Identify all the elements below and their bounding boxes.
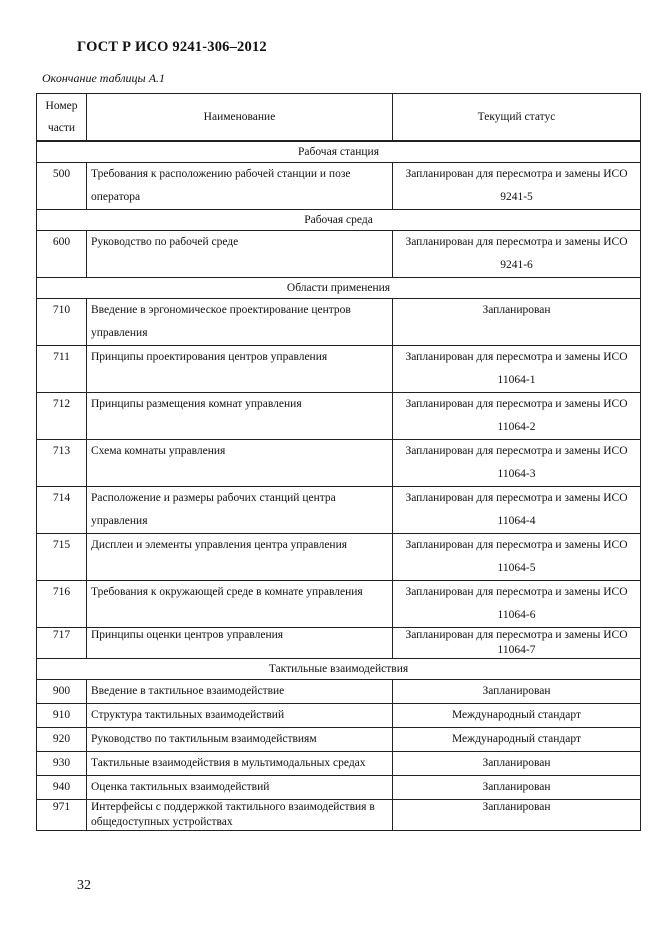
part-number-cell: 600 bbox=[37, 230, 87, 277]
part-name-cell: Структура тактильных взаимодействий bbox=[87, 703, 393, 727]
standards-table bbox=[36, 93, 641, 831]
part-status-cell: Запланирован для пересмотра и замены ИСО 9241-6 bbox=[393, 230, 641, 277]
part-status-cell: Запланирован для пересмотра и замены ИСО 9241-5 bbox=[393, 162, 641, 209]
section-row bbox=[37, 658, 641, 679]
table-row bbox=[37, 627, 641, 658]
part-number-cell: 716 bbox=[37, 580, 87, 627]
part-name-cell: Расположение и размеры рабочих станций центра управления bbox=[87, 486, 393, 533]
table-row bbox=[37, 727, 641, 751]
table-body bbox=[37, 141, 641, 831]
part-name-cell: Принципы проектирования центров управления bbox=[87, 345, 393, 392]
part-status-cell: Запланирован для пересмотра и замены ИСО 11064-3 bbox=[393, 439, 641, 486]
part-status-cell: Запланирован для пересмотра и замены ИСО 11064-7 bbox=[393, 627, 641, 658]
part-name-cell: Оценка тактильных взаимодействий bbox=[87, 775, 393, 799]
part-number-cell: 930 bbox=[37, 751, 87, 775]
part-number-cell: 500 bbox=[37, 162, 87, 209]
part-status-cell: Запланирован для пересмотра и замены ИСО 11064-4 bbox=[393, 486, 641, 533]
part-status-cell: Запланирован для пересмотра и замены ИСО 11064-6 bbox=[393, 580, 641, 627]
part-status-cell: Запланирован для пересмотра и замены ИСО 11064-2 bbox=[393, 392, 641, 439]
part-number-cell: 910 bbox=[37, 703, 87, 727]
part-number-cell: 900 bbox=[37, 679, 87, 703]
part-number-cell: 713 bbox=[37, 439, 87, 486]
section-title: Рабочая среда bbox=[37, 209, 641, 230]
table-row bbox=[37, 486, 641, 533]
part-status-cell: Международный стандарт bbox=[393, 727, 641, 751]
part-number-cell: 714 bbox=[37, 486, 87, 533]
part-status-cell: Международный стандарт bbox=[393, 703, 641, 727]
table-header-row bbox=[37, 94, 641, 141]
part-status-cell: Запланирован bbox=[393, 799, 641, 830]
part-number-cell: 715 bbox=[37, 533, 87, 580]
table-row bbox=[37, 162, 641, 209]
part-name-cell: Интерфейсы с поддержкой тактильного взаимодействия в общедоступных устройствах bbox=[87, 799, 393, 830]
section-title: Тактильные взаимодействия bbox=[37, 658, 641, 679]
part-number-cell: 710 bbox=[37, 298, 87, 345]
part-name-cell: Дисплеи и элементы управления центра управления bbox=[87, 533, 393, 580]
column-header-status: Текущий статус bbox=[393, 94, 641, 141]
part-name-cell: Введение в тактильное взаимодействие bbox=[87, 679, 393, 703]
part-name-cell: Требования к расположению рабочей станции и позе оператора bbox=[87, 162, 393, 209]
table-row bbox=[37, 533, 641, 580]
part-number-cell: 920 bbox=[37, 727, 87, 751]
part-number-cell: 971 bbox=[37, 799, 87, 830]
section-row bbox=[37, 277, 641, 298]
table-caption: Окончание таблицы А.1 bbox=[42, 71, 166, 85]
part-number-cell: 712 bbox=[37, 392, 87, 439]
page-number: 32 bbox=[77, 878, 91, 893]
part-status-cell: Запланирован bbox=[393, 679, 641, 703]
part-status-cell: Запланирован bbox=[393, 751, 641, 775]
section-title: Области применения bbox=[37, 277, 641, 298]
part-status-cell: Запланирован для пересмотра и замены ИСО 11064-5 bbox=[393, 533, 641, 580]
table-row bbox=[37, 439, 641, 486]
part-number-cell: 940 bbox=[37, 775, 87, 799]
table-row bbox=[37, 392, 641, 439]
part-number-cell: 717 bbox=[37, 627, 87, 658]
column-header-name: Наименование bbox=[87, 94, 393, 141]
table-row bbox=[37, 751, 641, 775]
part-name-cell: Тактильные взаимодействия в мультимодальных средах bbox=[87, 751, 393, 775]
part-name-cell: Принципы оценки центров управления bbox=[87, 627, 393, 658]
part-status-cell: Запланирован для пересмотра и замены ИСО 11064-1 bbox=[393, 345, 641, 392]
part-status-cell: Запланирован bbox=[393, 775, 641, 799]
table-row bbox=[37, 298, 641, 345]
part-name-cell: Руководство по рабочей среде bbox=[87, 230, 393, 277]
table-row bbox=[37, 775, 641, 799]
part-name-cell: Схема комнаты управления bbox=[87, 439, 393, 486]
column-header-number: Номер части bbox=[37, 94, 87, 141]
part-name-cell: Принципы размещения комнат управления bbox=[87, 392, 393, 439]
table-row bbox=[37, 230, 641, 277]
section-row bbox=[37, 209, 641, 230]
part-name-cell: Руководство по тактильным взаимодействиям bbox=[87, 727, 393, 751]
table-row bbox=[37, 799, 641, 830]
table-row bbox=[37, 580, 641, 627]
part-status-cell: Запланирован bbox=[393, 298, 641, 345]
table-row bbox=[37, 703, 641, 727]
part-name-cell: Требования к окружающей среде в комнате управления bbox=[87, 580, 393, 627]
part-number-cell: 711 bbox=[37, 345, 87, 392]
table-row bbox=[37, 345, 641, 392]
section-title: Рабочая станция bbox=[37, 141, 641, 163]
section-row bbox=[37, 141, 641, 163]
table-row bbox=[37, 679, 641, 703]
part-name-cell: Введение в эргономическое проектирование центров управления bbox=[87, 298, 393, 345]
document-code: ГОСТ Р ИСО 9241-306–2012 bbox=[77, 39, 267, 55]
